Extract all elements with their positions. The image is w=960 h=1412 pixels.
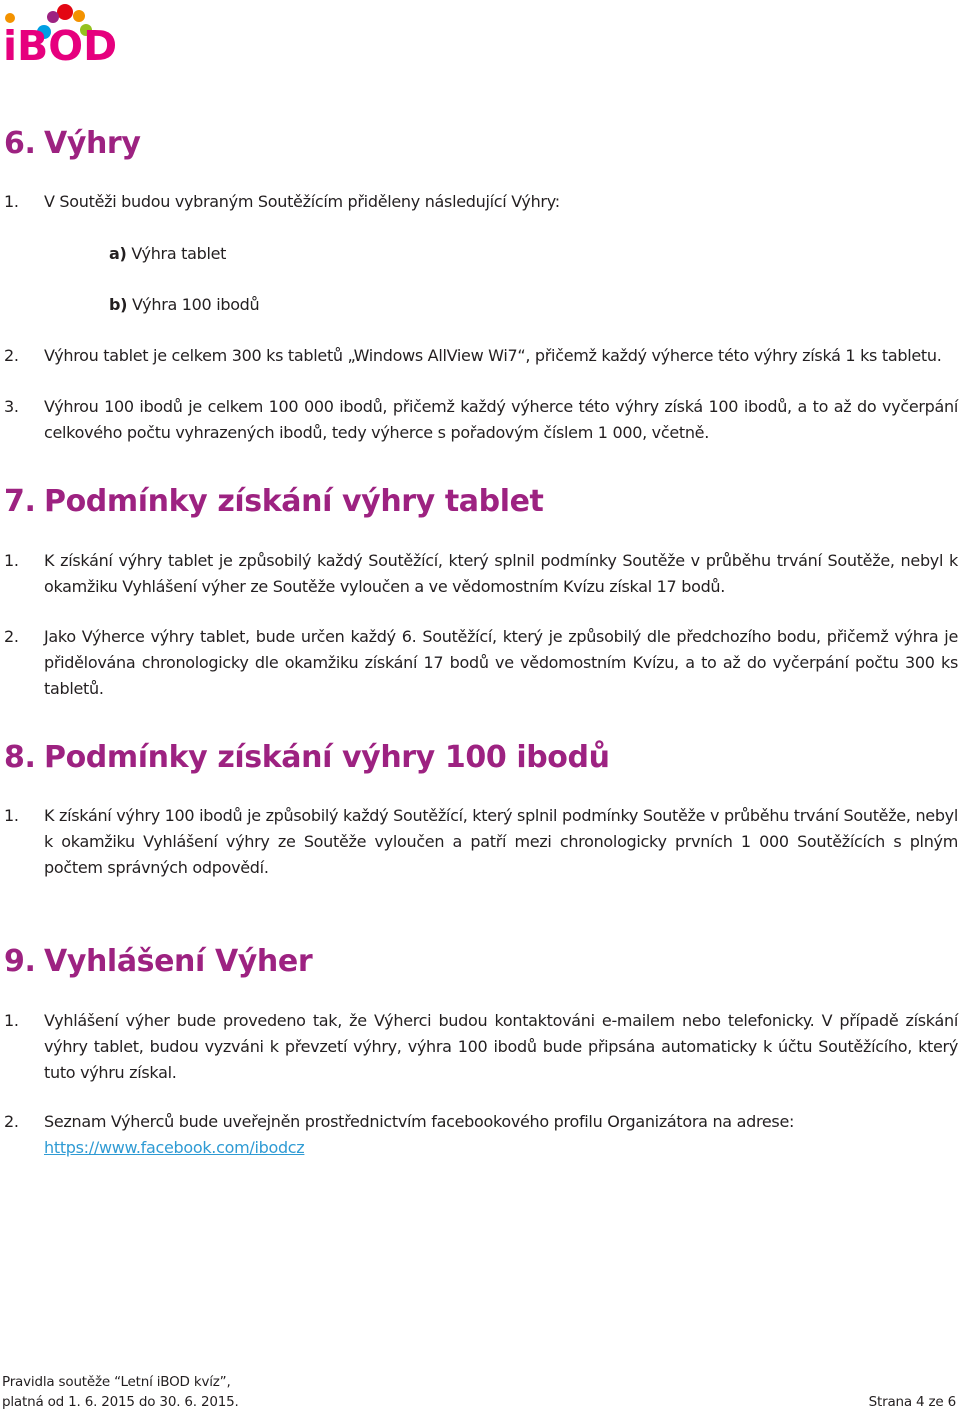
sub-item-letter: b) <box>109 295 128 314</box>
item-number: 1. <box>4 192 19 211</box>
item-number: 3. <box>4 397 19 416</box>
ibod-logo <box>2 2 126 64</box>
item-number: 1. <box>4 551 19 570</box>
list-item <box>4 394 958 446</box>
sub-item-b <box>109 292 259 318</box>
sub-item-a <box>109 241 226 267</box>
item-number: 1. <box>4 806 19 825</box>
section-number: 9. <box>4 944 36 979</box>
section-title: Vyhlášení Výher <box>44 944 313 979</box>
item-text: K získání výhry tablet je způsobilý každý Soutěžící, který splnil podmínky Soutěže v průběhu trvání Soutěže, nebyl k okamžiku Vyhlášení výher ze Soutěže vyloučen a ve vědomostním Kvízu získal 17 bodů. <box>44 551 958 596</box>
item-number: 1. <box>4 1011 19 1030</box>
list-item <box>4 548 958 600</box>
item-text-content: Seznam Výherců bude uveřejněn prostřednictvím facebookového profilu Organizátora na adrese: <box>44 1112 795 1131</box>
page-number: Strana 4 ze 6 <box>868 1394 956 1410</box>
footer <box>2 1372 239 1412</box>
list-item <box>4 343 958 369</box>
section-number: 6. <box>4 126 36 161</box>
section-7-heading <box>4 484 544 519</box>
sub-item-text: Výhra 100 ibodů <box>131 295 260 314</box>
list-item <box>4 803 958 881</box>
footer-line-2: platná od 1. 6. 2015 do 30. 6. 2015. <box>2 1394 239 1410</box>
section-title: Podmínky získání výhry tablet <box>44 484 544 519</box>
item-text: Vyhlášení výher bude provedeno tak, že Výherci budou kontaktováni e-mailem nebo telefonicky. V případě získání výhry tablet, budou vyzváni k převzetí výhry, výhra 100 ibodů bude připsána automaticky k účtu Soutěžícího, který tuto výhru získal. <box>44 1011 958 1082</box>
list-item <box>4 1008 958 1086</box>
sub-item-text: Výhra tablet <box>131 244 227 263</box>
item-number: 2. <box>4 346 19 365</box>
item-text: K získání výhry 100 ibodů je způsobilý každý Soutěžící, který splnil podmínky Soutěže v průběhu trvání Soutěže, nebyl k okamžiku Vyhlášení výhry ze Soutěže vyloučen a patří mezi chronologicky prvních 1 000 Soutěžících s plným počtem správných odpovědí. <box>44 806 958 877</box>
item-text: Jako Výherce výhry tablet, bude určen každý 6. Soutěžící, který je způsobilý dle předchozího bodu, přičemž výhra je přidělována chronologicky dle okamžiku získání 17 bodů ve vědomostním Kvízu, a to až do vyčerpání počtu 300 ks tabletů. <box>44 627 958 698</box>
section-number: 8. <box>4 740 36 775</box>
section-title: Výhry <box>44 126 141 161</box>
item-text: V Soutěži budou vybraným Soutěžícím přiděleny následující Výhry: <box>44 192 560 211</box>
item-text: Výhrou tablet je celkem 300 ks tabletů „Windows AllView Wi7“, přičemž každý výherce této výhry získá 1 ks tabletu. <box>44 346 942 365</box>
item-text: Výhrou 100 ibodů je celkem 100 000 ibodů, přičemž každý výherce této výhry získá 100 ibodů, a to až do vyčerpání celkového počtu vyhrazených ibodů, tedy výherce s pořadovým číslem 1 000, včetně. <box>44 397 958 442</box>
footer-line-1: Pravidla soutěže “Letní iBOD kvíz”, <box>2 1374 231 1390</box>
section-title: Podmínky získání výhry 100 ibodů <box>44 740 610 775</box>
list-item <box>4 624 958 702</box>
item-number: 2. <box>4 1112 19 1131</box>
sub-item-letter: a) <box>109 244 127 263</box>
item-number: 2. <box>4 627 19 646</box>
list-item <box>4 189 958 215</box>
section-number: 7. <box>4 484 36 519</box>
facebook-link[interactable]: https://www.facebook.com/ibodcz <box>44 1138 305 1157</box>
list-item <box>4 1109 958 1161</box>
section-6-heading <box>4 126 140 161</box>
section-8-heading <box>4 740 610 775</box>
section-9-heading <box>4 944 312 979</box>
logo-text: iBOD <box>3 22 118 64</box>
item-text <box>4 1109 958 1161</box>
